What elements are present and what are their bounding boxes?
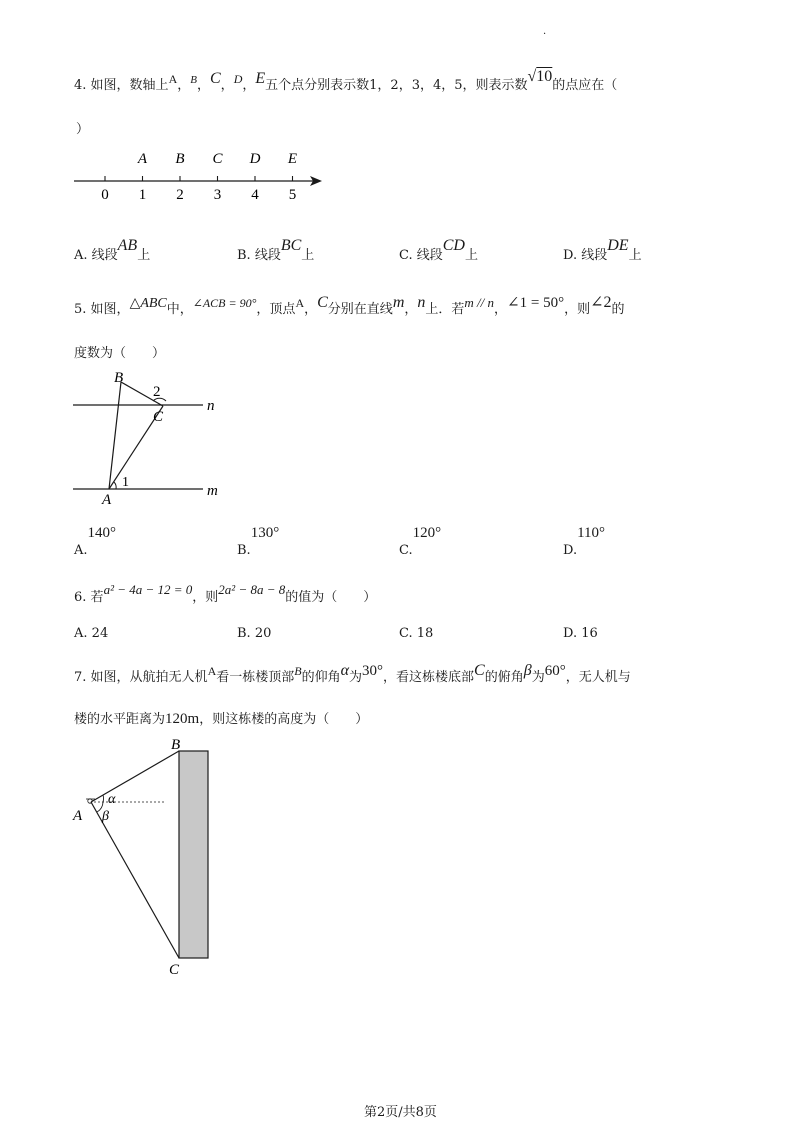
label-c: C <box>153 409 164 425</box>
q4-number-line-figure <box>70 146 330 206</box>
q4-option-d-suffix: 上 <box>628 248 642 263</box>
tick-label-1: 1 <box>138 187 147 203</box>
tick-label-0: 0 <box>101 187 109 203</box>
point-label-c: C <box>212 151 223 167</box>
q6-option-b-label: B. <box>237 626 251 641</box>
q7-stem-line2 <box>74 708 368 728</box>
q5-t5: 分别在直线 <box>327 302 393 317</box>
q6-stem <box>74 582 377 605</box>
q5-t6: ， <box>404 302 418 317</box>
q7-number: 7. <box>74 670 87 685</box>
q4-option-b-math: BC <box>280 237 302 254</box>
q7-t6: 的俯角 <box>484 670 524 685</box>
q7-t5: ，看这栋楼底部 <box>383 670 475 685</box>
q6-option-a-value: 24 <box>91 626 109 641</box>
q4-option-a[interactable] <box>74 237 151 264</box>
q7-line2b: ，则这栋楼的高度为（ ） <box>199 712 369 727</box>
q5-t10: 的 <box>611 302 625 317</box>
tick-label-2: 2 <box>176 187 184 203</box>
q7-deg30: 30° <box>362 663 384 679</box>
q7-distance: 120m <box>165 711 200 727</box>
point-label-b: B <box>175 151 185 167</box>
q4-text-b: 五个点分别表示数1，2，3，4，5，则表示数 <box>265 78 528 93</box>
q5-option-c-value: 120° <box>412 525 442 541</box>
q4-option-a-math: AB <box>117 237 138 254</box>
q5-option-c-label: C. <box>399 543 413 558</box>
sight-line-bottom <box>91 802 179 958</box>
q7-t1: 如图，从航拍无人机 <box>90 670 208 685</box>
q4-point-b: B <box>190 74 197 86</box>
q4-option-d-label: D. 线段 <box>563 248 608 263</box>
label-c: C <box>169 962 180 978</box>
q6-number: 6. <box>74 590 87 605</box>
q4-option-b-suffix: 上 <box>301 248 315 263</box>
q4-option-d-math: DE <box>607 237 629 254</box>
q4-close-paren: ） <box>76 122 90 137</box>
label-alpha: α <box>108 792 116 807</box>
q5-t9: ，则 <box>564 302 591 317</box>
q5-vertex-a: A <box>295 296 305 310</box>
page-footer: 第2页/共8页 <box>364 1105 437 1120</box>
q4-option-b[interactable] <box>237 237 315 264</box>
q4-text-c: 的点应在（ <box>552 78 618 93</box>
q5-option-a-label: A. <box>74 543 88 558</box>
label-a: A <box>73 808 83 824</box>
label-beta: β <box>102 809 109 824</box>
q4-stem-line1: 4. 如图，数轴上A，$^B$，C，D，E五个点分别表示数1，2，3，4，5，则表示数√10的点应在（ <box>74 68 618 93</box>
q5-line-n: n <box>417 294 426 311</box>
corner-dot: . <box>543 26 547 37</box>
q7-deg60: 60° <box>544 663 566 679</box>
label-1: 1 <box>122 475 129 490</box>
q6-option-d-label: D. <box>563 626 578 641</box>
q5-t2: 中， <box>166 302 193 317</box>
q7-beta: β <box>523 662 532 679</box>
q5-angle-1: ∠1 = 50° <box>507 295 565 311</box>
q5-stem-line2: 度数为（ ） <box>74 346 166 361</box>
sight-line-top <box>91 751 179 802</box>
q4-text-a: 如图，数轴上 <box>90 78 169 93</box>
q6-option-b[interactable] <box>237 626 271 641</box>
q7-t8: ，无人机与 <box>565 670 631 685</box>
q5-t8: ， <box>494 302 508 317</box>
q5-option-d-label: D. <box>563 543 578 558</box>
label-2: 2 <box>153 384 161 400</box>
q5-option-b-value: 130° <box>250 525 280 541</box>
q4-point-a: A <box>168 72 178 86</box>
q7-point-a: A <box>207 664 217 678</box>
q5-figure <box>70 364 230 509</box>
q4-point-c: C <box>210 70 221 87</box>
alpha-arc <box>103 795 104 802</box>
q6-option-c[interactable] <box>399 626 433 641</box>
building <box>179 751 208 958</box>
q6-expression-2: 2a² − 8a − 8 <box>218 582 286 597</box>
label-b: B <box>171 737 181 753</box>
label-b: B <box>114 370 124 386</box>
q4-sqrt-radicand: 10 <box>536 68 553 85</box>
q5-t7: 上．若 <box>425 302 465 317</box>
q6-t3: 的值为（ ） <box>285 590 377 605</box>
q6-option-c-label: C. <box>399 626 413 641</box>
q4-point-e: E <box>255 70 266 87</box>
q4-number: 4. <box>74 78 87 93</box>
q7-t4: 为 <box>349 670 363 685</box>
q5-option-d[interactable] <box>563 522 606 558</box>
q5-t3: ，顶点 <box>256 302 296 317</box>
tick-label-3: 3 <box>213 187 222 203</box>
q5-t1: 如图， <box>90 302 130 317</box>
q5-option-c[interactable] <box>399 522 442 558</box>
q4-option-c[interactable] <box>399 237 478 264</box>
q6-option-d-value: 16 <box>581 626 598 641</box>
q5-angle-acb: ∠ACB = 90° <box>192 296 257 310</box>
q7-stem-line1 <box>74 662 631 686</box>
q7-t3: 的仰角 <box>301 670 341 685</box>
q7-figure <box>70 730 220 980</box>
tick-label-5: 5 <box>288 187 297 203</box>
q5-vertex-c: C <box>317 294 328 311</box>
q6-t1: 若 <box>90 590 104 605</box>
q4-sqrt: √10 <box>527 68 553 85</box>
q5-line-m: m <box>392 294 405 311</box>
q7-point-c: C <box>474 662 485 679</box>
q7-point-b: B <box>294 664 302 678</box>
q7-alpha: α <box>340 662 350 679</box>
tick-label-4: 4 <box>251 187 259 203</box>
label-a: A <box>102 492 112 508</box>
q6-equation-1: a² − 4a − 12 = 0 <box>103 582 193 597</box>
q6-option-a[interactable] <box>74 626 108 641</box>
q5-number: 5. <box>74 302 87 317</box>
q5-option-a-value: 140° <box>87 525 117 541</box>
q5-option-b[interactable] <box>237 522 280 558</box>
point-label-d: D <box>249 151 261 167</box>
angle-1-arc <box>114 482 116 489</box>
label-m: m <box>207 483 218 499</box>
q5-t4: ， <box>304 302 318 317</box>
q4-option-c-math: CD <box>442 237 465 254</box>
point-label-a: A <box>137 151 148 167</box>
q7-t2: 看一栋楼顶部 <box>216 670 295 685</box>
q5-stem-line1 <box>74 294 625 318</box>
q5-option-d-value: 110° <box>577 525 606 541</box>
q5-option-a[interactable] <box>74 522 117 558</box>
q4-option-c-label: C. 线段 <box>399 248 443 263</box>
q5-option-b-label: B. <box>237 543 251 558</box>
q5-parallel: m // n <box>464 295 495 310</box>
q6-option-d[interactable] <box>563 626 598 641</box>
q4-option-a-suffix: 上 <box>137 248 151 263</box>
q6-option-c-value: 18 <box>416 626 434 641</box>
point-label-e: E <box>287 151 298 167</box>
q6-option-a-label: A. <box>74 626 88 641</box>
q7-line2a: 楼的水平距离为 <box>74 712 166 727</box>
label-n: n <box>207 398 215 414</box>
q7-t7: 为 <box>531 670 545 685</box>
q4-option-d[interactable] <box>563 237 642 264</box>
q4-point-d: D <box>233 72 243 86</box>
q4-option-c-suffix: 上 <box>464 248 478 263</box>
q4-option-a-label: A. 线段 <box>74 248 118 263</box>
q4-option-b-label: B. 线段 <box>237 248 281 263</box>
q5-triangle: △ABC <box>129 296 167 311</box>
q6-t2: ，则 <box>192 590 219 605</box>
q5-angle-2: ∠2 <box>590 294 612 311</box>
q6-option-b-value: 20 <box>254 626 272 641</box>
